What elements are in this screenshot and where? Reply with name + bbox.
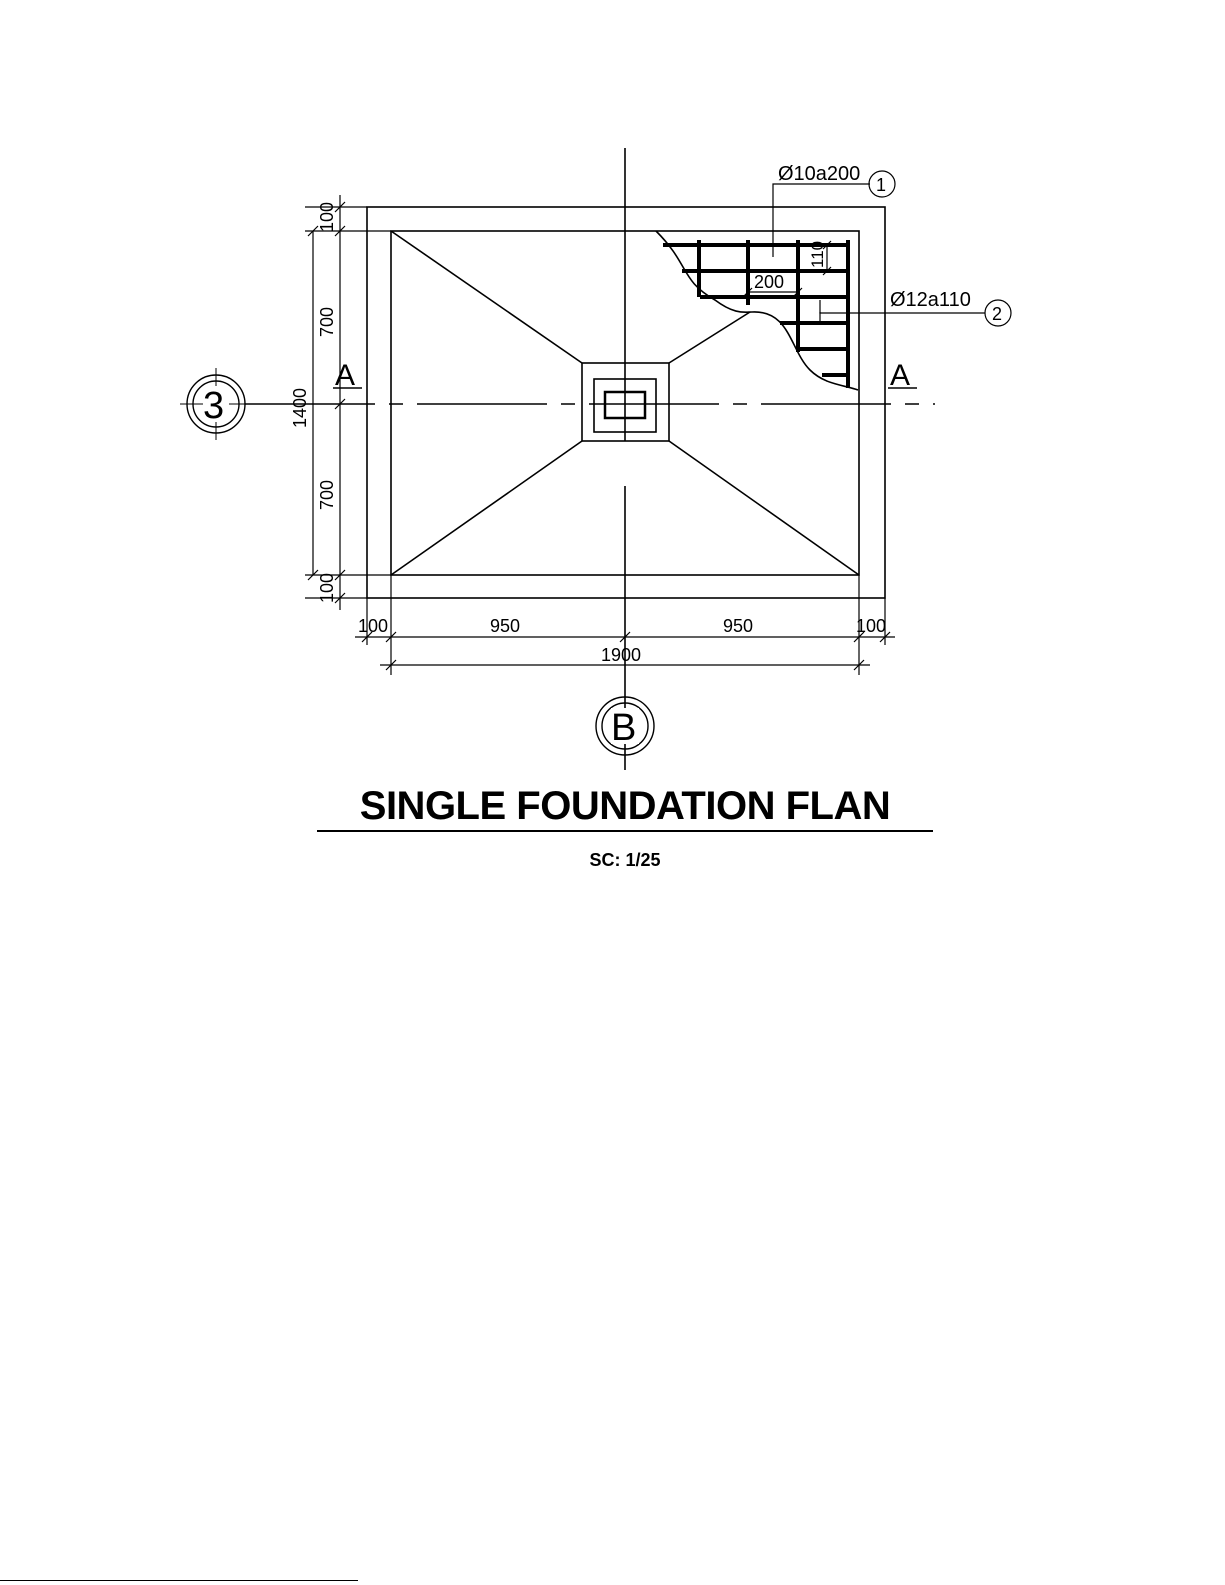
rebar-1-mark: 1 [876,175,887,195]
rebar-2-mark: 2 [992,304,1003,324]
spacing-200-label: 200 [754,272,785,292]
axis-b-label: B [611,707,637,749]
cutout-break-line [656,231,858,390]
axis-3-label: 3 [203,385,225,427]
slope-line-tr [669,312,750,363]
slope-line-br [669,441,859,575]
footer-rule [0,1580,358,1581]
section-a-right: A [890,359,911,392]
dim-lower-half: 700 [317,479,337,510]
rebar-2-leader [820,312,985,313]
dim-right-half: 950 [723,616,754,636]
dim-top-edge: 100 [317,201,337,232]
section-a-left: A [335,359,356,392]
rebar-2-label: Ø12a110 [890,289,971,311]
rebar-1-label: Ø10a200 [778,163,861,185]
dim-left-edge: 100 [358,616,389,636]
dim-total-height: 1400 [290,387,310,428]
rebar-cutout [656,231,858,390]
dim-total-width: 1900 [601,645,642,665]
dim-right-edge: 100 [856,616,887,636]
spacing-110-label: 110 [808,240,827,268]
dim-upper-half: 700 [317,306,337,337]
slope-line-tl [391,231,582,363]
dim-bottom-edge: 100 [317,572,337,603]
drawing-scale: SC: 1/25 [589,850,661,870]
drawing-title: SINGLE FOUNDATION FLAN [317,782,933,832]
slope-line-bl [391,441,582,575]
dim-left-half: 950 [490,616,521,636]
